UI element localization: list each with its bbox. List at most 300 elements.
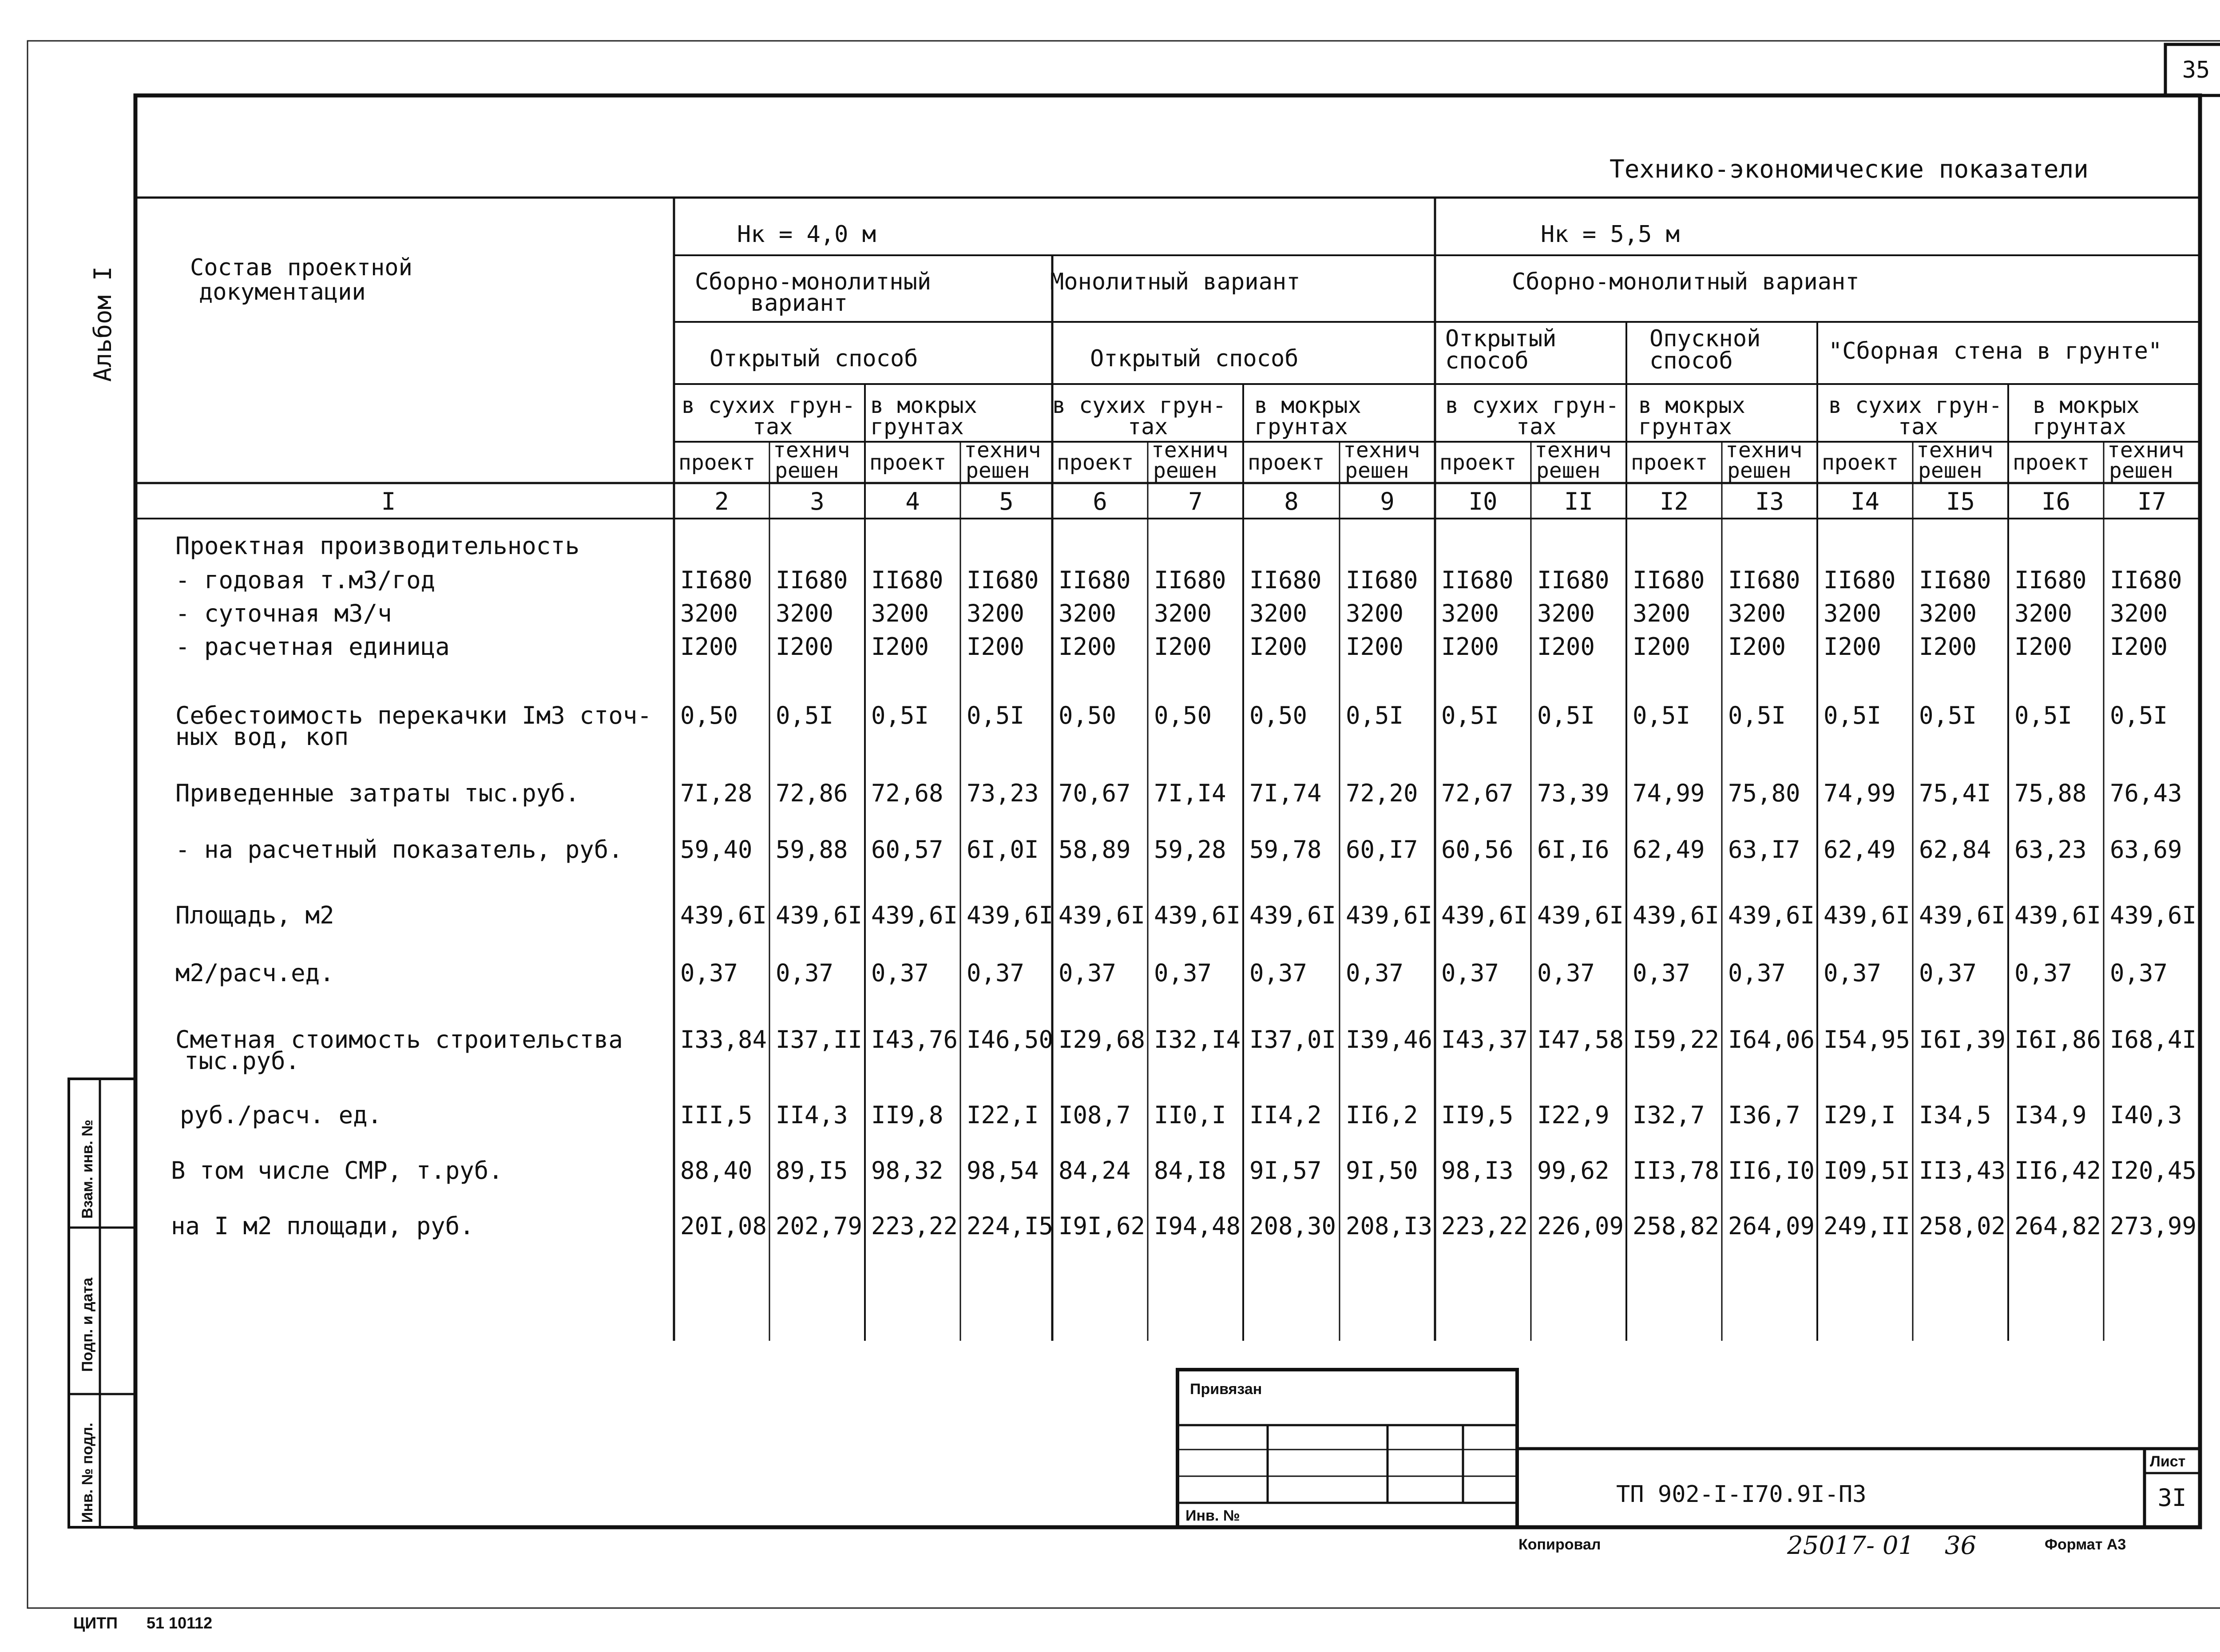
table-cell: I68,4I xyxy=(2110,1026,2197,1054)
table-cell: 3200 xyxy=(1346,599,1404,627)
table-cell: I22,9 xyxy=(1537,1101,1610,1129)
table-cell: 0,37 xyxy=(1058,959,1117,987)
table-cell: 3200 xyxy=(1824,599,1882,627)
row-label-cont: тыс.руб. xyxy=(184,1047,300,1075)
table-cell: II9,5 xyxy=(1441,1101,1514,1129)
handwritten-number-2: 36 xyxy=(1945,1531,1977,1560)
table-cell: 0,5I xyxy=(1537,701,1595,729)
page-number: 35 xyxy=(2182,57,2210,83)
row-label: Приведенные затраты тыс.руб. xyxy=(175,779,580,807)
soil-wet-4b: грунтах xyxy=(2033,414,2126,440)
doc-type-project: проект xyxy=(1439,450,1517,475)
table-cell: I34,9 xyxy=(2014,1101,2087,1129)
table-cell: 439,6I xyxy=(1633,901,1720,929)
table-cell: 3200 xyxy=(871,599,929,627)
column-number: 7 xyxy=(1188,487,1203,515)
table-cell: 223,22 xyxy=(1441,1212,1528,1240)
table-cell: 88,40 xyxy=(680,1157,753,1185)
table-cell: I200 xyxy=(2014,633,2073,661)
table-cell: 439,6I xyxy=(776,901,863,929)
doc-type-tech-2: решен xyxy=(1727,458,1792,483)
table-cell: 60,56 xyxy=(1441,836,1514,864)
table-cell: 226,09 xyxy=(1537,1212,1624,1240)
table-cell: 72,20 xyxy=(1346,779,1418,807)
table-cell: 224,I5 xyxy=(967,1212,1054,1240)
nk-55-label: Нк = 5,5 м xyxy=(1541,221,1680,248)
table-cell: 0,37 xyxy=(2014,959,2073,987)
table-cell: 0,50 xyxy=(1249,701,1308,729)
table-cell: 7I,28 xyxy=(680,779,753,807)
table-cell: 0,37 xyxy=(1154,959,1212,987)
doc-type-tech-2: решен xyxy=(966,458,1030,483)
table-cell: 84,I8 xyxy=(1154,1157,1226,1185)
column-numbers-row xyxy=(381,487,2166,515)
doc-type-project: проект xyxy=(1248,450,1325,475)
table-cell: I6I,86 xyxy=(2014,1026,2101,1054)
table-cell: II680 xyxy=(2014,566,2087,594)
doc-type-tech: технич xyxy=(964,438,1041,463)
sheet-label: Лист xyxy=(2150,1453,2186,1470)
table-cell: 9I,50 xyxy=(1346,1157,1418,1185)
table-cell: 62,49 xyxy=(1824,836,1896,864)
doc-type-project: проект xyxy=(1631,450,1708,475)
table-cell: 0,5I xyxy=(776,701,834,729)
table-cell: 439,6I xyxy=(1154,901,1241,929)
table-cell: I22,I xyxy=(967,1101,1039,1129)
row-labels xyxy=(171,532,652,1240)
table-cell: 3200 xyxy=(2110,599,2168,627)
table-cell: 7I,74 xyxy=(1249,779,1322,807)
soil-wet-3: в мокрых xyxy=(1638,392,1745,418)
table-cell: 0,37 xyxy=(1441,959,1499,987)
table-cell: 98,32 xyxy=(871,1157,944,1185)
table-cell: II6,42 xyxy=(2014,1157,2101,1185)
doc-type-tech: технич xyxy=(1343,438,1420,463)
table-cell: 0,5I xyxy=(967,701,1025,729)
variant-sm2: Сборно-монолитный вариант xyxy=(1512,269,1859,295)
doc-type-tech-2: решен xyxy=(2109,458,2173,483)
doc-type-tech-2: решен xyxy=(775,458,839,483)
table-cell: 0,37 xyxy=(1824,959,1882,987)
table-cell: III,5 xyxy=(680,1101,753,1129)
table-cell: II6,I0 xyxy=(1728,1157,1815,1185)
table-cell: 0,37 xyxy=(1728,959,1786,987)
table-cell: I200 xyxy=(1249,633,1308,661)
table-cell: 0,50 xyxy=(1058,701,1117,729)
table-cell: 59,88 xyxy=(776,836,848,864)
column-number: I3 xyxy=(1755,487,1784,515)
table-cell: II680 xyxy=(776,566,848,594)
table-cell: 0,37 xyxy=(1537,959,1595,987)
table-cell: I43,76 xyxy=(871,1026,958,1054)
table-cell: I09,5I xyxy=(1824,1157,1911,1185)
table-cell: 60,57 xyxy=(871,836,944,864)
table-cell: 7I,I4 xyxy=(1154,779,1226,807)
soil-dry-4: в сухих грун- xyxy=(1828,392,2002,418)
soil-dry-2: в сухих грун- xyxy=(1052,392,1226,418)
table-cell: I39,46 xyxy=(1346,1026,1433,1054)
method-open-2: Открытый способ xyxy=(1090,345,1299,372)
column-number: 4 xyxy=(905,487,920,515)
table-cell: I59,22 xyxy=(1633,1026,1720,1054)
table-cell: I6I,39 xyxy=(1919,1026,2006,1054)
doc-type-project: проект xyxy=(1822,450,1899,475)
table-cell: 84,24 xyxy=(1058,1157,1131,1185)
table-cell: 3200 xyxy=(1441,599,1499,627)
doc-type-tech: технич xyxy=(2107,438,2184,463)
table-cell: I200 xyxy=(1728,633,1786,661)
method-sink: Опускной xyxy=(1649,325,1761,352)
table-cell: I9I,62 xyxy=(1058,1212,1146,1240)
variant-mono: Монолитный вариант xyxy=(1050,269,1300,295)
table-cell: I36,7 xyxy=(1728,1101,1800,1129)
table-cell: 72,68 xyxy=(871,779,944,807)
table-cell: II4,3 xyxy=(776,1101,848,1129)
doc-type-project: проект xyxy=(678,450,756,475)
table-cell: I33,84 xyxy=(680,1026,767,1054)
soil-dry-1: в сухих грун- xyxy=(682,392,856,418)
table-cell: 439,6I xyxy=(967,901,1054,929)
table-cell: I200 xyxy=(1154,633,1212,661)
method-sink-b: способ xyxy=(1649,348,1733,374)
table-cell: 0,5I xyxy=(1633,701,1691,729)
sheet-number: 3I xyxy=(2157,1484,2187,1512)
table-cell: 439,6I xyxy=(1537,901,1624,929)
table-cell: 0,50 xyxy=(1154,701,1212,729)
soil-wet-2: в мокрых xyxy=(1254,392,1361,418)
table-cell: 264,82 xyxy=(2014,1212,2101,1240)
doc-type-project: проект xyxy=(869,450,947,475)
column-number: 6 xyxy=(1093,487,1107,515)
table-cell: 0,5I xyxy=(2110,701,2168,729)
table-cell: 0,5I xyxy=(1919,701,1977,729)
row-label-cont: ных вод, коп xyxy=(175,723,349,751)
table-cell: 3200 xyxy=(1154,599,1212,627)
doc-code: ТП 902-I-I70.9I-ПЗ xyxy=(1616,1481,1867,1508)
album-label: Альбом I xyxy=(89,266,117,382)
doc-type-project: проект xyxy=(1057,450,1134,475)
column-number: 5 xyxy=(999,487,1014,515)
table-cell: 72,86 xyxy=(776,779,848,807)
soil-dry-4b: тах xyxy=(1898,414,1939,440)
table-cell: II680 xyxy=(1154,566,1226,594)
copied-label: Копировал xyxy=(1518,1536,1601,1553)
side-stamp-podp: Подп. и дата xyxy=(79,1277,96,1372)
table-cell: II680 xyxy=(680,566,753,594)
table-cell: 75,4I xyxy=(1919,779,1991,807)
variant-sm1: Сборно-монолитный xyxy=(695,269,932,295)
row-label: - суточная м3/ч xyxy=(175,599,392,627)
table-cell: I200 xyxy=(1537,633,1595,661)
table-cell: 439,6I xyxy=(1249,901,1336,929)
table-cell: 3200 xyxy=(1537,599,1595,627)
table-cell: 0,37 xyxy=(967,959,1025,987)
table-cell: 258,02 xyxy=(1919,1212,2006,1240)
table-cell: 74,99 xyxy=(1824,779,1896,807)
table-cell: 202,79 xyxy=(776,1212,863,1240)
table-cell: 3200 xyxy=(680,599,738,627)
table-cell: 6I,I6 xyxy=(1537,836,1610,864)
soil-wet-1: в мокрых xyxy=(870,392,977,418)
table-cell: II680 xyxy=(1919,566,1991,594)
table-cell: 3200 xyxy=(1058,599,1117,627)
table-cell: I94,48 xyxy=(1154,1212,1241,1240)
table-cell: II680 xyxy=(1728,566,1800,594)
column-number: I4 xyxy=(1850,487,1880,515)
composition-label-2: документации xyxy=(199,279,366,305)
composition-label: Состав проектной xyxy=(190,254,412,281)
table-cell: 58,89 xyxy=(1058,836,1131,864)
table-cell: 76,43 xyxy=(2110,779,2182,807)
table-cell: II680 xyxy=(871,566,944,594)
column-number: I0 xyxy=(1468,487,1498,515)
table-cell: 439,6I xyxy=(1346,901,1433,929)
doc-type-row xyxy=(678,438,2184,483)
table-cell: 0,37 xyxy=(1633,959,1691,987)
table-cell: 62,49 xyxy=(1633,836,1705,864)
table-cell: II3,43 xyxy=(1919,1157,2006,1185)
table-cell: 439,6I xyxy=(1919,901,2006,929)
row-label: - на расчетный показатель, руб. xyxy=(175,836,623,864)
table-cell: 3200 xyxy=(2014,599,2073,627)
row-label: Проектная производительность xyxy=(175,532,580,560)
table-cell: 439,6I xyxy=(1058,901,1146,929)
doc-type-project: проект xyxy=(2013,450,2090,475)
column-number: 8 xyxy=(1284,487,1299,515)
column-number: I6 xyxy=(2041,487,2071,515)
table-cell: II680 xyxy=(2110,566,2182,594)
soil-wet-1b: грунтах xyxy=(870,414,964,440)
table-cell: 223,22 xyxy=(871,1212,958,1240)
table-cell: I40,3 xyxy=(2110,1101,2182,1129)
table-cell: 75,88 xyxy=(2014,779,2087,807)
org-label: ЦИТП xyxy=(73,1614,118,1632)
table-cell: 3200 xyxy=(1919,599,1977,627)
table-cell: II680 xyxy=(1824,566,1896,594)
handwritten-number: 25017- 01 xyxy=(1787,1531,1915,1560)
table-cell: I54,95 xyxy=(1824,1026,1911,1054)
table-cell: 9I,57 xyxy=(1249,1157,1322,1185)
table-cell: 439,6I xyxy=(680,901,767,929)
column-number: 2 xyxy=(714,487,729,515)
table-cell: I46,50 xyxy=(967,1026,1054,1054)
table-cell: 63,23 xyxy=(2014,836,2087,864)
soil-dry-3b: тах xyxy=(1516,414,1557,440)
table-cell: 72,67 xyxy=(1441,779,1514,807)
soil-dry-2b: тах xyxy=(1128,414,1168,440)
soil-wet-4: в мокрых xyxy=(2033,392,2140,418)
row-label: В том числе СМР, т.руб. xyxy=(171,1157,503,1185)
table-cell: I200 xyxy=(776,633,834,661)
stamp-bound: Привязан xyxy=(1190,1381,1262,1398)
soil-wet-2b: грунтах xyxy=(1254,414,1348,440)
table-cell: 439,6I xyxy=(2110,901,2197,929)
column-number: I5 xyxy=(1946,487,1975,515)
table-cell: I32,I4 xyxy=(1154,1026,1241,1054)
row-label: Сметная стоимость строительства xyxy=(175,1026,623,1054)
table-cell: 439,6I xyxy=(1824,901,1911,929)
table-cell: 59,28 xyxy=(1154,836,1226,864)
table-cell: I200 xyxy=(2110,633,2168,661)
table-cell: I43,37 xyxy=(1441,1026,1528,1054)
table-cell: I34,5 xyxy=(1919,1101,1991,1129)
table-cell: I08,7 xyxy=(1058,1101,1131,1129)
table-cell: 0,5I xyxy=(871,701,929,729)
table-cell: 74,99 xyxy=(1633,779,1705,807)
doc-type-tech: технич xyxy=(773,438,850,463)
soil-wet-3b: грунтах xyxy=(1638,414,1732,440)
table-cell: 59,40 xyxy=(680,836,753,864)
doc-type-tech-2: решен xyxy=(1153,458,1217,483)
table-cell: 70,67 xyxy=(1058,779,1131,807)
table-cell: I20,45 xyxy=(2110,1157,2197,1185)
table-cell: II680 xyxy=(1346,566,1418,594)
table-cell: II680 xyxy=(1537,566,1610,594)
table-cell: 0,37 xyxy=(680,959,738,987)
column-number: 9 xyxy=(1380,487,1395,515)
table-cell: 0,5I xyxy=(2014,701,2073,729)
soil-dry-3: в сухих грун- xyxy=(1445,392,1619,418)
table-cell: 439,6I xyxy=(1728,901,1815,929)
table-cell: 208,30 xyxy=(1249,1212,1336,1240)
table-cell: I200 xyxy=(1058,633,1117,661)
table-cell: I37,0I xyxy=(1249,1026,1336,1054)
row-label: Себестоимость перекачки Iм3 сточ- xyxy=(175,701,652,729)
table-cell: 20I,08 xyxy=(680,1212,767,1240)
table-cell: I200 xyxy=(680,633,738,661)
table-cell: 0,37 xyxy=(2110,959,2168,987)
table-cell: 98,I3 xyxy=(1441,1157,1514,1185)
column-number: I xyxy=(381,487,396,515)
table-cell: 208,I3 xyxy=(1346,1212,1433,1240)
table-cell: I200 xyxy=(1633,633,1691,661)
table-cell: I47,58 xyxy=(1537,1026,1624,1054)
side-stamp xyxy=(69,1079,135,1527)
table-cell: 98,54 xyxy=(967,1157,1039,1185)
method-open-3: Открытый xyxy=(1445,325,1557,352)
table-cell: 99,62 xyxy=(1537,1157,1610,1185)
table-cell: 439,6I xyxy=(2014,901,2101,929)
stamp-inv-no: Инв. № xyxy=(1185,1507,1240,1524)
column-number: 3 xyxy=(810,487,825,515)
table-cell: 6I,0I xyxy=(967,836,1039,864)
table-title: Технико-экономические показатели xyxy=(1610,155,2089,184)
table-cell: II680 xyxy=(1441,566,1514,594)
row-label: м2/расч.ед. xyxy=(175,959,334,987)
table-cell: 273,99 xyxy=(2110,1212,2197,1240)
doc-type-tech: технич xyxy=(1725,438,1803,463)
table-cell: 439,6I xyxy=(1441,901,1528,929)
table-cell: 73,23 xyxy=(967,779,1039,807)
table-cell: 59,78 xyxy=(1249,836,1322,864)
doc-type-tech: технич xyxy=(1916,438,1994,463)
table-cell: 0,37 xyxy=(871,959,929,987)
table-cell: II680 xyxy=(1249,566,1322,594)
table-cell: 0,37 xyxy=(1919,959,1977,987)
table-cell: 89,I5 xyxy=(776,1157,848,1185)
table-cell: 62,84 xyxy=(1919,836,1991,864)
column-number: I7 xyxy=(2137,487,2167,515)
doc-type-tech-2: решен xyxy=(1536,458,1601,483)
table-cell: I200 xyxy=(967,633,1025,661)
org-number: 51 10112 xyxy=(147,1614,213,1632)
table-cell: 3200 xyxy=(1728,599,1786,627)
row-label: руб./расч. ед. xyxy=(180,1101,382,1129)
table-cell: 73,39 xyxy=(1537,779,1610,807)
side-stamp-inv-podl: Инв. № подл. xyxy=(79,1422,96,1523)
row-label: Площадь, м2 xyxy=(175,901,334,929)
table-cell: I37,II xyxy=(776,1026,863,1054)
table-cell: 63,I7 xyxy=(1728,836,1800,864)
table-cell: 0,5I xyxy=(1824,701,1882,729)
table-cell: 3200 xyxy=(967,599,1025,627)
table-cell: 0,5I xyxy=(1346,701,1404,729)
table-cell: I200 xyxy=(1919,633,1977,661)
soil-dry-1b: тах xyxy=(753,414,793,440)
table-cell: 264,09 xyxy=(1728,1212,1815,1240)
table-cell: 63,69 xyxy=(2110,836,2182,864)
table-cell: I29,I xyxy=(1824,1101,1896,1129)
table-cell: II6,2 xyxy=(1346,1101,1418,1129)
table-cell: 0,37 xyxy=(776,959,834,987)
table-cell: I200 xyxy=(871,633,929,661)
table-cell: I29,68 xyxy=(1058,1026,1146,1054)
table-cell: I32,7 xyxy=(1633,1101,1705,1129)
table-cell: 0,5I xyxy=(1728,701,1786,729)
table-cell: 0,5I xyxy=(1441,701,1499,729)
inner-frame xyxy=(135,95,2200,1527)
table-cell: II3,78 xyxy=(1633,1157,1720,1185)
column-number: I2 xyxy=(1659,487,1689,515)
table-cell: 0,37 xyxy=(1249,959,1308,987)
table-cell: II680 xyxy=(1058,566,1131,594)
doc-type-tech: технич xyxy=(1151,438,1229,463)
variant-sm1-2: вариант xyxy=(750,290,848,317)
row-label: - расчетная единица xyxy=(175,633,450,661)
row-label: на I м2 площади, руб. xyxy=(171,1212,474,1240)
table-cell: 258,82 xyxy=(1633,1212,1720,1240)
method-open-3b: способ xyxy=(1445,348,1529,374)
table-cell: 60,I7 xyxy=(1346,836,1418,864)
row-values xyxy=(680,566,2196,1240)
row-label: - годовая т.м3/год xyxy=(175,566,436,594)
table-cell: I200 xyxy=(1346,633,1404,661)
column-number: II xyxy=(1564,487,1594,515)
table-cell: 3200 xyxy=(1249,599,1308,627)
table-cell: II9,8 xyxy=(871,1101,944,1129)
nk-4-label: Нк = 4,0 м xyxy=(737,221,876,248)
table-cell: 0,37 xyxy=(1346,959,1404,987)
table-cell: 3200 xyxy=(776,599,834,627)
table-cell: II4,2 xyxy=(1249,1101,1322,1129)
table-cell: 249,II xyxy=(1824,1212,1911,1240)
table-cell: 439,6I xyxy=(871,901,958,929)
table-cell: II680 xyxy=(967,566,1039,594)
table-cell: 75,80 xyxy=(1728,779,1800,807)
format-label: Формат А3 xyxy=(2045,1536,2126,1553)
table-cell: II0,I xyxy=(1154,1101,1226,1129)
table-cell: I200 xyxy=(1824,633,1882,661)
table-cell: I64,06 xyxy=(1728,1026,1815,1054)
table-cell: 3200 xyxy=(1633,599,1691,627)
doc-type-tech: технич xyxy=(1534,438,1612,463)
table-cell: I200 xyxy=(1441,633,1499,661)
doc-type-tech-2: решен xyxy=(1918,458,1982,483)
method-open-1: Открытый способ xyxy=(710,345,918,372)
table-cell: II680 xyxy=(1633,566,1705,594)
doc-type-tech-2: решен xyxy=(1345,458,1409,483)
method-wall: "Сборная стена в грунте" xyxy=(1828,338,2162,364)
